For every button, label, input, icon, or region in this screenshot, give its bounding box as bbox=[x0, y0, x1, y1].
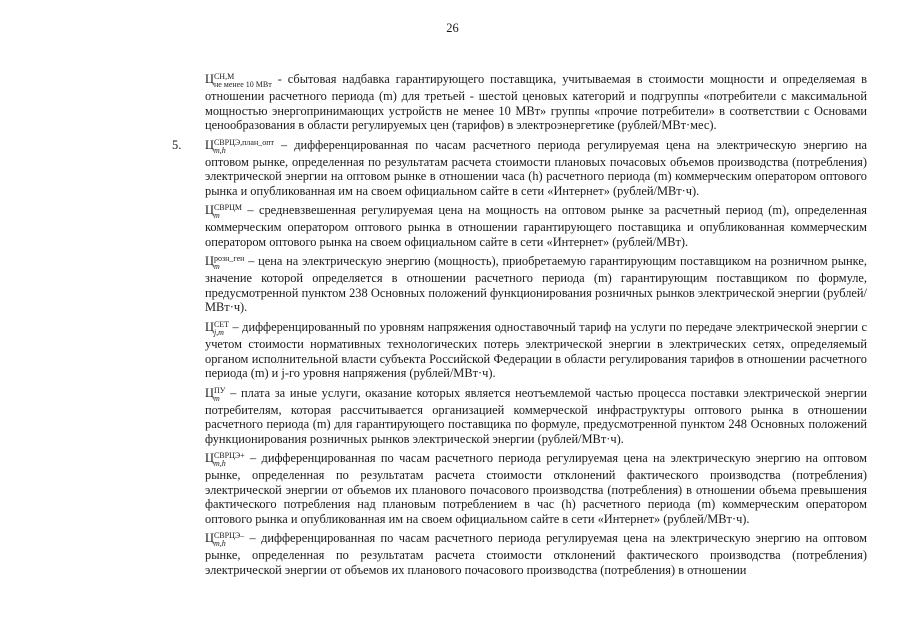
symbol-superscript: СН,М bbox=[213, 72, 235, 81]
symbol-indices bbox=[214, 73, 272, 89]
definition-body: – дифференцированный по уровням напряжения одноставочный тариф на услуги по передаче электрической энергии с учетом стоимости нормативных технологических потерь электрической энергии в электрических сетях, определяемый органом исполнительной власти субъекта Российской Федерации в области регулирования тарифов в отношении расчетного периода (m) и j-го уровня напряжения (рублей/МВт·ч). bbox=[205, 320, 867, 381]
symbol-base: Ц bbox=[205, 385, 214, 400]
definition-body: - сбытовая надбавка гарантирующего поставщика, учитываемая в стоимости мощности и определяемая в отношении расчетного периода (m) для третьей - шестой ценовых категорий и подгруппы «потребители с максимальной мощностью энергопринимающих устройств не менее 10 МВт» группы «прочие потребители» в соответствии с Основами ценообразования в области регулируемых цен (тарифов) в электроэнергетике (рублей/МВт·мес). bbox=[205, 72, 867, 133]
definition-body: – дифференцированная по часам расчетного периода регулируемая цена на электрическую энергию на оптовом рынке, определенная по результатам расчета стоимости плановых почасовых объемов производства (потребления) электрической энергии на оптовом рынке в отношении часа (h) расчетного периода (m) коммерческим оператором оптового рынка и опубликованная им на своем официальном сайте в сети «Интернет» (рублей/МВт·ч). bbox=[205, 137, 867, 198]
definition-text bbox=[205, 203, 867, 249]
symbol-superscript: СВРЦМ bbox=[213, 203, 242, 213]
definition-text bbox=[205, 386, 867, 447]
definition-item bbox=[205, 531, 867, 577]
definition-text bbox=[205, 138, 867, 199]
formula-symbol bbox=[205, 254, 245, 272]
symbol-superscript: ПУ bbox=[213, 385, 226, 395]
definition-body: – дифференцированная по часам расчетного периода регулируемая цена на электрическую энергию на оптовом рынке, определенная по результатам расчета стоимости отклонений фактического производства (потребления) электрической энергии от объемов их планового почасового производства (потребления) в отношении объема превышения фактического потребления над плановым потреблением в час (h) расчетного периода (m) коммерческим оператором оптового рынка и опубликованная им на своем официальном сайте в сети «Интернет» (рублей/МВт·ч). bbox=[205, 451, 867, 526]
symbol-superscript: СЕТ bbox=[213, 320, 230, 330]
symbol-subscript: не менее 10 МВт bbox=[213, 80, 272, 89]
definitions-list bbox=[172, 72, 867, 583]
symbol-subscript: j,m bbox=[213, 328, 224, 338]
formula-symbol bbox=[205, 451, 245, 469]
formula-symbol bbox=[205, 320, 230, 338]
formula-symbol bbox=[205, 385, 226, 403]
symbol-indices bbox=[214, 204, 242, 220]
definition-item bbox=[205, 72, 867, 133]
formula-symbol bbox=[205, 72, 272, 89]
formula-symbol bbox=[205, 137, 275, 155]
symbol-subscript: m bbox=[213, 211, 220, 221]
definition-item bbox=[205, 386, 867, 447]
symbol-base: Ц bbox=[205, 137, 214, 152]
symbol-indices bbox=[214, 139, 274, 155]
symbol-subscript: m bbox=[213, 262, 220, 272]
item-number: 5. bbox=[172, 137, 182, 152]
symbol-base: Ц bbox=[205, 531, 214, 546]
definition-text bbox=[205, 531, 867, 577]
symbol-base: Ц bbox=[205, 451, 214, 466]
definition-text bbox=[205, 72, 867, 133]
definition-text bbox=[205, 254, 867, 315]
symbol-indices bbox=[214, 452, 245, 468]
symbol-subscript: m bbox=[213, 393, 220, 403]
symbol-indices bbox=[214, 255, 244, 271]
definition-text bbox=[205, 451, 867, 526]
definition-body: – средневзвешенная регулируемая цена на мощность на оптовом рынке за расчетный период (m), определенная коммерческим оператором оптового рынка в отношении гарантирующего поставщика и опубликованная коммерческим оператором оптового рынка на своем официальном сайте в сети «Интернет» (рублей/МВт). bbox=[205, 203, 867, 249]
formula-symbol bbox=[205, 203, 242, 221]
symbol-base: Ц bbox=[205, 254, 214, 269]
definition-item bbox=[205, 203, 867, 249]
definition-item bbox=[205, 451, 867, 526]
page-number: 26 bbox=[446, 21, 459, 35]
symbol-subscript: m,h bbox=[213, 539, 226, 549]
symbol-indices bbox=[214, 387, 225, 403]
definition-item bbox=[172, 137, 867, 199]
formula-symbol bbox=[205, 531, 245, 549]
symbol-base: Ц bbox=[205, 320, 214, 335]
definition-body: – плата за иные услуги, оказание которых является неотъемлемой частью процесса поставки электрической энергии потребителям, которая рассчитывается организацией коммерческой инфраструктуры оптового рынка в отношении расчетного периода (m) для гарантирующего поставщика по формуле, предусмотренной пунктом 248 Основных положений функционирования розничных рынков электрической энергии (рублей/МВт·ч). bbox=[205, 385, 867, 446]
symbol-superscript: СВРЦЭ+ bbox=[213, 451, 245, 461]
symbol-superscript: СВРЦЭ– bbox=[213, 531, 245, 541]
symbol-subscript: m,h bbox=[213, 459, 226, 469]
symbol-indices bbox=[214, 532, 244, 548]
symbol-superscript: розн_ген bbox=[213, 254, 245, 264]
definition-text bbox=[205, 320, 867, 381]
symbol-base: Ц bbox=[205, 203, 214, 218]
symbol-subscript: m,h bbox=[213, 145, 226, 155]
definition-body: – дифференцированная по часам расчетного периода регулируемая цена на электрическую энергию на оптовом рынке, определенная по результатам расчета стоимости отклонений фактического производства (потребления) электрической энергии от объемов их планового почасового производства (потребления) в отношении bbox=[205, 531, 867, 578]
definition-item bbox=[205, 254, 867, 315]
definition-item bbox=[205, 320, 867, 381]
definition-body: – цена на электрическую энергию (мощность), приобретаемую гарантирующим поставщиком на розничном рынке, значение которой определяется в отношении расчетного периода (m) гарантирующим поставщиком по формуле, предусмотренной пунктом 238 Основных положений функционирования розничных рынков электрической энергии (рублей/МВт·ч). bbox=[205, 254, 867, 315]
symbol-base: Ц bbox=[205, 72, 214, 86]
symbol-superscript: СВРЦЭ,план_опт bbox=[213, 137, 275, 147]
symbol-indices bbox=[214, 321, 229, 337]
